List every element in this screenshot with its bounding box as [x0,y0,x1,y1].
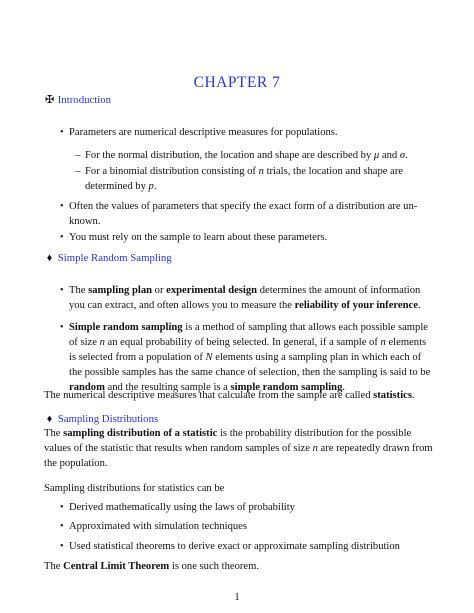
intro-heading: Introduction [57,94,112,106]
statistics-definition: The numerical descriptive measures that calculate from the sample are called statistics. [44,390,415,401]
srs-bullet-1-line2: you can extract, and often allows you to measure the reliability of your inference. [69,300,421,311]
dash-icon: – [75,150,81,161]
chapter-title: CHAPTER 7 [193,74,281,91]
srs-bullet-2-line3: is selected from a population of N elements using a sampling plan in which each of [69,352,422,363]
bullet-icon: • [60,201,64,212]
bullet-icon: • [60,232,64,243]
srs-bullet-2-line2: of size n an equal probability of being selected. In general, if a sample of n elements [69,337,427,348]
intro-sub-2-line1: For a binomial distribution consisting of n trials, the location and shape are [85,166,404,177]
intro-heading-row [44,93,111,108]
intro-sub-1: For the normal distribution, the location and shape are described by μ and σ. [85,150,408,161]
sd-heading-row [44,412,158,427]
clt-sentence: The Central Limit Theorem is one such theorem. [44,561,259,572]
intro-sub-2-line2: determined by p. [85,181,157,192]
srs-bullet-2-line4: the possible samples has the same chance of selection, then the sampling is said to be [69,367,431,378]
sd-para-1-line3: the population. [44,458,108,469]
intro-bullet-3: You must rely on the sample to learn about these parameters. [69,232,328,243]
srs-bullet-1-line1: The sampling plan or experimental design determines the amount of information [69,285,421,296]
maltese-cross-icon: ✠ [44,94,55,106]
sd-para-2: Sampling distributions for statistics can be [44,483,225,494]
intro-bullet-1: Parameters are numerical descriptive measures for populations. [69,127,338,138]
diamond-icon: ♦ [46,413,53,425]
diamond-icon: ♦ [46,252,53,264]
bullet-icon: • [60,502,64,513]
bullet-icon: • [60,127,64,138]
sd-bullet-2: Approximated with simulation techniques [69,521,248,532]
sd-para-1-line2: values of the statistic that results when random samples of size n are repeatedly drawn from [44,443,433,454]
bullet-icon: • [60,521,64,532]
sd-heading: Sampling Distributions [57,413,159,425]
intro-bullet-2-line2: known. [69,216,101,227]
srs-heading: Simple Random Sampling [57,252,172,264]
bullet-icon: • [60,541,64,552]
sd-bullet-3: Used statistical theorems to derive exact or approximate sampling distribution [69,541,400,552]
srs-heading-row [44,251,172,266]
sd-para-1-line1: The sampling distribution of a statistic is the probability distribution for the possible [44,428,412,439]
sd-bullet-1: Derived mathematically using the laws of probability [69,502,295,513]
intro-bullet-2-line1: Often the values of parameters that specify the exact form of a distribution are un- [69,201,418,212]
bullet-icon: • [60,322,64,333]
page-number: 1 [234,592,240,603]
dash-icon: – [75,166,81,177]
srs-bullet-2-line1: Simple random sampling is a method of sampling that allows each possible sample [69,322,428,333]
bullet-icon: • [60,285,64,296]
srs-bullet-2-line5: random and the resulting sample is a simple random sampling. [69,382,346,393]
